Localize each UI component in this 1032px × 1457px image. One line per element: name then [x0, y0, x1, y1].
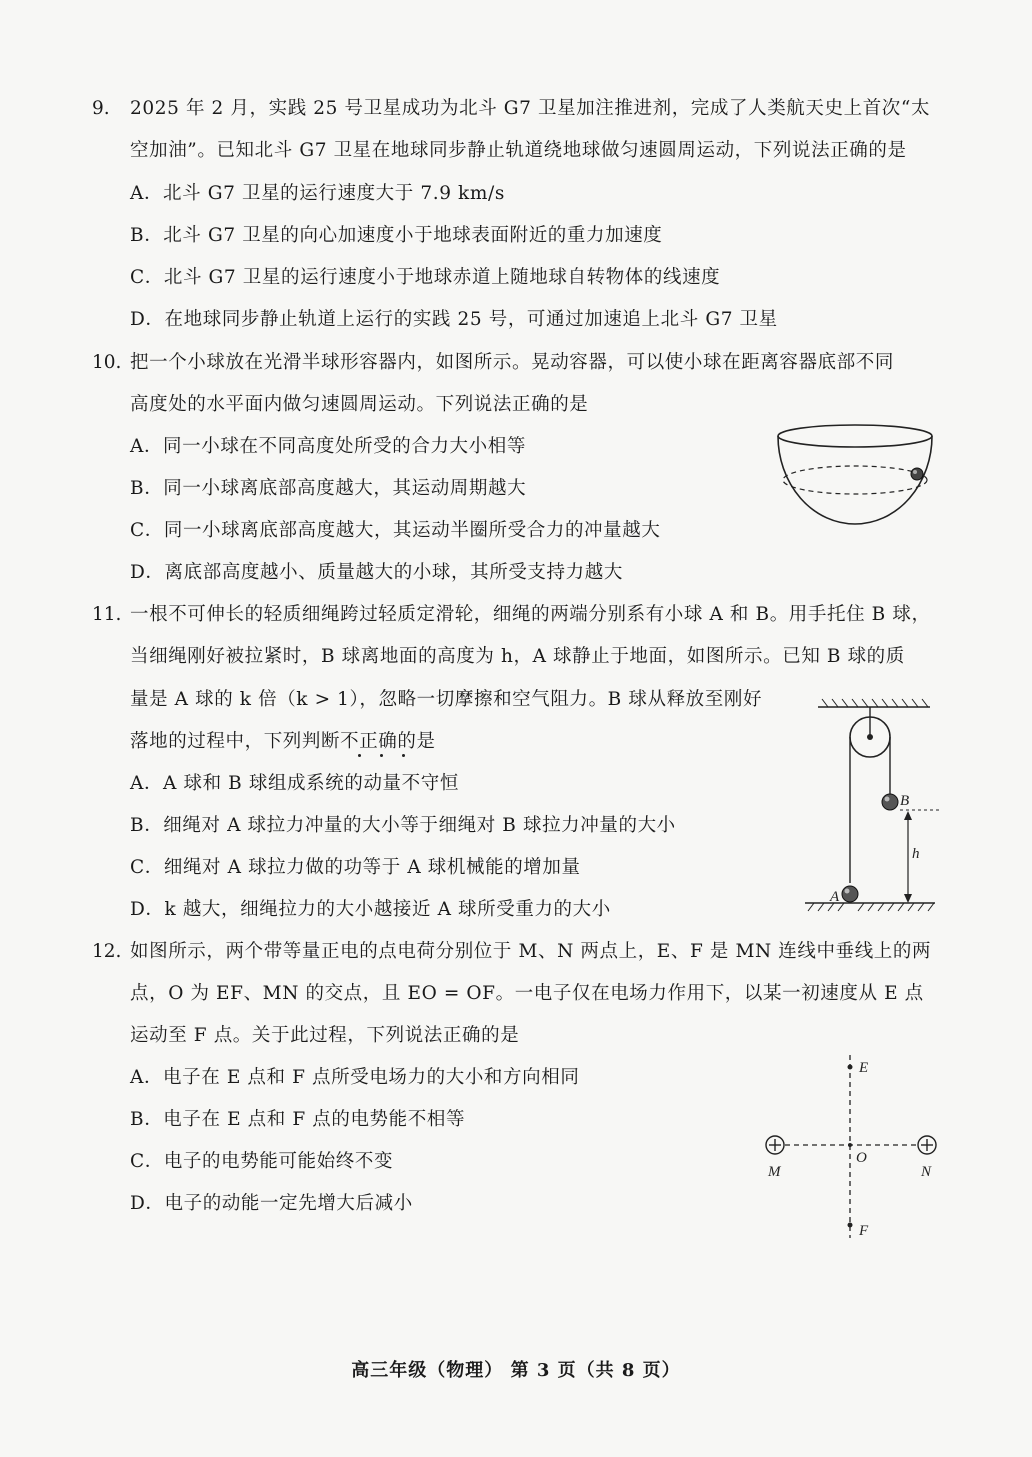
q10-option-a: A．同一小球在不同高度处所受的合力大小相等 — [130, 436, 526, 457]
q12-option-c: C．电子的电势能可能始终不变 — [130, 1151, 394, 1172]
hemisphere-bowl-figure — [770, 420, 940, 530]
label-h: h — [912, 846, 920, 862]
ball-a — [842, 886, 858, 902]
emphasis-dots — [353, 754, 423, 760]
ball-b — [882, 794, 898, 810]
q11-option-b: B．细绳对 A 球拉力冲量的大小等于细绳对 B 球拉力冲量的大小 — [130, 815, 676, 836]
q9-stem-line-2: 空加油”。已知北斗 G7 卫星在地球同步静止轨道绕地球做匀速圆周运动，下列说法正确的是 — [130, 140, 907, 161]
point-o — [848, 1143, 852, 1147]
ball — [911, 468, 923, 480]
q10-stem-line-1: 把一个小球放在光滑半球形容器内，如图所示。晃动容器，可以使小球在距离容器底部不同 — [130, 352, 895, 373]
label-o: O — [856, 1150, 867, 1166]
pulley-figure — [800, 695, 940, 920]
charges-figure — [755, 1050, 955, 1245]
q10-stem-line-2: 高度处的水平面内做匀速圆周运动。下列说法正确的是 — [130, 394, 589, 415]
q12-stem-line-2: 点，O 为 EF、MN 的交点，且 EO = OF。一电子仅在电场力作用下，以某一初速度从 E 点 — [130, 983, 924, 1004]
page-footer: 高三年级（物理） 第 3 页（共 8 页） — [351, 1360, 681, 1381]
q10-option-d: D．离底部高度越小、质量越大的小球，其所受支持力越大 — [130, 562, 623, 583]
label-f: F — [859, 1223, 869, 1239]
q12-option-a: A．电子在 E 点和 F 点所受电场力的大小和方向相同 — [130, 1067, 580, 1088]
q11-stem-line-2: 当细绳刚好被拉紧时，B 球离地面的高度为 h，A 球静止于地面，如图所示。已知 B 球的质 — [130, 646, 905, 667]
q9-option-d: D．在地球同步静止轨道上运行的实践 25 号，可通过加速追上北斗 G7 卫星 — [130, 309, 778, 330]
q9-stem-line-1: 2025 年 2 月，实践 25 号卫星成功为北斗 G7 卫星加注推进剂，完成了人类航天史上首次“太 — [130, 98, 931, 119]
q10-option-c: C．同一小球离底部高度越大，其运动半圈所受合力的冲量越大 — [130, 520, 661, 541]
q10-option-b: B．同一小球离底部高度越大，其运动周期越大 — [130, 478, 527, 499]
q11-stem-line-1: 一根不可伸长的轻质细绳跨过轻质定滑轮，细绳的两端分别系有小球 A 和 B。用手托住 B 球， — [130, 604, 931, 625]
q11-option-c: C．细绳对 A 球拉力做的功等于 A 球机械能的增加量 — [130, 857, 581, 878]
q12-stem-line-1: 如图所示，两个带等量正电的点电荷分别位于 M、N 两点上，E、F 是 MN 连线中垂线上的两 — [130, 941, 932, 962]
label-e: E — [859, 1060, 869, 1076]
q9-number: 9. — [92, 98, 110, 119]
q12-number: 12. — [92, 941, 122, 962]
q12-option-d: D．电子的动能一定先增大后减小 — [130, 1193, 413, 1214]
q10-number: 10. — [92, 352, 122, 373]
point-f — [848, 1223, 853, 1228]
q11-stem-line-4: 落地的过程中，下列判断不正确的是 — [130, 731, 436, 752]
q9-option-c: C．北斗 G7 卫星的运行速度小于地球赤道上随地球自转物体的线速度 — [130, 267, 721, 288]
q12-stem-line-3: 运动至 F 点。关于此过程，下列说法正确的是 — [130, 1025, 520, 1046]
label-a: A — [830, 889, 840, 905]
q11-number: 11. — [92, 604, 122, 625]
q9-option-a: A．北斗 G7 卫星的运行速度大于 7.9 km/s — [130, 183, 505, 204]
label-n: N — [921, 1164, 932, 1180]
q11-stem-line-3: 量是 A 球的 k 倍（k > 1），忽略一切摩擦和空气阻力。B 球从释放至刚好 — [130, 689, 763, 710]
point-e — [848, 1065, 853, 1070]
label-m: M — [768, 1164, 781, 1180]
q12-option-b: B．电子在 E 点和 F 点的电势能不相等 — [130, 1109, 466, 1130]
label-b: B — [900, 793, 910, 809]
q11-option-d: D．k 越大，细绳拉力的大小越接近 A 球所受重力的大小 — [130, 899, 611, 920]
q11-option-a: A．A 球和 B 球组成系统的动量不守恒 — [130, 773, 459, 794]
q9-option-b: B．北斗 G7 卫星的向心加速度小于地球表面附近的重力加速度 — [130, 225, 663, 246]
